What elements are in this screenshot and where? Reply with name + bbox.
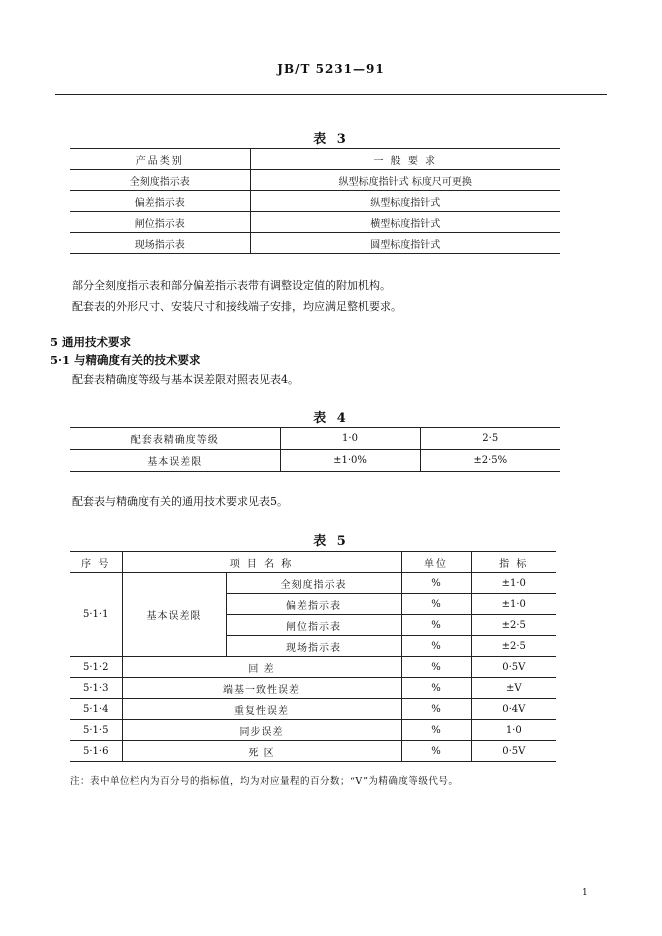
table5-cell: 5·1·6: [70, 741, 122, 762]
table5-cell: 重复性误差: [122, 699, 401, 720]
table3-cell: 圆型标度指针式: [250, 233, 560, 254]
table3-cell: 闸位指示表: [70, 212, 250, 233]
table5-cell: %: [401, 657, 471, 678]
table5-note: 注：表中单位栏内为百分号的指标值，均为对应量程的百分数；“V”为精确度等级代号。: [70, 776, 459, 787]
table5-cell: 5·1·5: [70, 720, 122, 741]
table4: [70, 427, 560, 472]
table5-cell: 5·1·3: [70, 678, 122, 699]
paragraph: 配套表精确度等级与基本误差限对照表见表4。: [72, 373, 299, 386]
table5-cell: 基本误差限: [122, 573, 226, 657]
table4-cell: 2·5: [420, 428, 560, 450]
paragraph: 部分全刻度指示表和部分偏差指示表带有调整设定值的附加机构。: [72, 279, 391, 292]
table-row: [70, 450, 560, 472]
table5-cell: ±2·5: [471, 615, 556, 636]
table5-cell: %: [401, 741, 471, 762]
table5-cell: 5·1·1: [70, 573, 122, 657]
table5-cell: 偏差指示表: [226, 594, 401, 615]
table3-caption: 表 3: [313, 132, 349, 147]
section-heading-5-1: 5·1 与精确度有关的技术要求: [50, 353, 201, 367]
table3: [70, 148, 560, 254]
table5-cell: 5·1·2: [70, 657, 122, 678]
table3-col-category: 产品类别: [70, 149, 250, 170]
header-rule: [55, 94, 607, 95]
table-row: [70, 170, 560, 191]
table-row: [70, 212, 560, 233]
table4-cell: 1·0: [280, 428, 420, 450]
document-code: JB/T 5231—91: [277, 62, 385, 76]
table4-cell: ±1·0%: [280, 450, 420, 472]
table5-cell: ±1·0: [471, 594, 556, 615]
table5-caption: 表 5: [313, 534, 349, 549]
table5-cell: 0·5V: [471, 741, 556, 762]
table3-cell: 偏差指示表: [70, 191, 250, 212]
table4-cell: 配套表精确度等级: [70, 428, 280, 450]
table-row: [70, 428, 560, 450]
table3-cell: 现场指示表: [70, 233, 250, 254]
table4-cell: 基本误差限: [70, 450, 280, 472]
table5-cell: ±2·5: [471, 636, 556, 657]
table3-header-row: [70, 149, 560, 170]
table-row: [70, 191, 560, 212]
page-mark: 1: [582, 888, 588, 898]
table5-cell: 同步误差: [122, 720, 401, 741]
table5: [70, 551, 556, 762]
paragraph: 配套表的外形尺寸、安装尺寸和接线端子安排，均应满足整机要求。: [72, 300, 402, 313]
table5-cell: %: [401, 678, 471, 699]
table5-cell: %: [401, 636, 471, 657]
table5-cell: ±1·0: [471, 573, 556, 594]
table-row: [70, 657, 556, 678]
table5-cell: 1·0: [471, 720, 556, 741]
paragraph: 配套表与精确度有关的通用技术要求见表5。: [72, 495, 288, 508]
table5-cell: 现场指示表: [226, 636, 401, 657]
table4-caption: 表 4: [313, 411, 349, 426]
table5-cell: ±V: [471, 678, 556, 699]
table5-cell: %: [401, 720, 471, 741]
table5-cell: 0·4V: [471, 699, 556, 720]
table3-cell: 全刻度指示表: [70, 170, 250, 191]
table5-cell: 0·5V: [471, 657, 556, 678]
table-row: [70, 699, 556, 720]
table5-cell: 死 区: [122, 741, 401, 762]
table5-cell: %: [401, 615, 471, 636]
table-row: [70, 573, 556, 594]
table5-cell: %: [401, 699, 471, 720]
table3-col-requirement: 一 般 要 求: [250, 149, 560, 170]
table5-col-item: 项 目 名 称: [122, 552, 401, 573]
table5-cell: 回 差: [122, 657, 401, 678]
table3-cell: 纵型标度指针式: [250, 191, 560, 212]
table-row: [70, 741, 556, 762]
table-row: [70, 233, 560, 254]
table5-cell: %: [401, 573, 471, 594]
table3-cell: 横型标度指针式: [250, 212, 560, 233]
table5-col-unit: 单位: [401, 552, 471, 573]
table5-cell: 闸位指示表: [226, 615, 401, 636]
table3-cell: 纵型标度指针式 标度尺可更换: [250, 170, 560, 191]
table-row: [70, 678, 556, 699]
table5-cell: 全刻度指示表: [226, 573, 401, 594]
table5-cell: 5·1·4: [70, 699, 122, 720]
table5-col-index: 指 标: [471, 552, 556, 573]
table5-cell: 端基一致性误差: [122, 678, 401, 699]
table4-cell: ±2·5%: [420, 450, 560, 472]
table-row: [70, 720, 556, 741]
section-heading-5: 5 通用技术要求: [50, 335, 132, 349]
table5-col-no: 序 号: [70, 552, 122, 573]
table5-header-row: [70, 552, 556, 573]
table5-cell: %: [401, 594, 471, 615]
